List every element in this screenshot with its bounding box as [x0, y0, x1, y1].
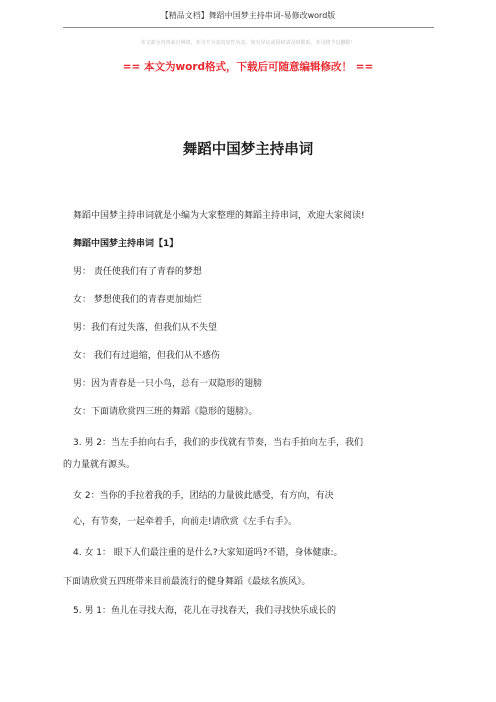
page-header-title: 【精品文档】舞蹈中国梦主持串词-易修改word版	[160, 11, 336, 20]
intro-paragraph: 舞蹈中国梦主持串词就是小编为大家整理的舞蹈主持串词，欢迎大家阅读!	[73, 211, 365, 221]
dialogue-line: 女： 我们有过退缩，但我们从不感伤	[73, 351, 220, 361]
section-heading: 舞蹈中国梦主持串词【1】	[73, 239, 179, 249]
document-title: 舞蹈中国梦主持串词	[182, 142, 314, 158]
disclaimer-text: 本文部分内容来自网络，本司不为其真实性负责，如有异议或侵权请及时联系，本司将予以删除！	[140, 40, 356, 46]
item-3-line-1: 3. 男 2：当左手拍向右手，我们的步伐就有节奏，当右手拍向左手，我们	[73, 438, 364, 448]
item-5-line-1: 5. 男 1：鱼儿在寻找大海，花儿在寻找春天，我们寻找快乐成长的	[73, 606, 337, 616]
item-3-line-2: 的力量就有源头。	[63, 460, 136, 470]
item-4-line-1: 4. 女 1： 眼下人们最注重的是什么?大家知道吗?不错，身体健康:。	[73, 548, 343, 558]
word-format-notice: == 本文为word格式，下载后可随意编辑修改！ ==	[122, 61, 374, 73]
item-3-female-line-1: 女 2：当你的手拉着我的手，团结的力量彼此感受，有方向，有决	[73, 491, 334, 501]
dialogue-line: 男：我们有过失落，但我们从不失望	[73, 323, 218, 333]
dialogue-line: 女： 梦想使我们的青春更加灿烂	[73, 295, 202, 305]
dialogue-line: 女：下面请欣赏四三班的舞蹈《隐形的翅膀》。	[73, 407, 258, 417]
dialogue-line: 男： 责任使我们有了青春的梦想	[73, 267, 202, 277]
header-divider	[63, 27, 434, 28]
dialogue-line: 男：因为青春是一只小鸟，总有一双隐形的翅膀	[73, 379, 263, 389]
item-3-female-line-2: 心，有节奏，一起牵着手，向前走!请欣赏《左手右手》。	[73, 517, 298, 527]
item-4-line-2: 下面请欣赏五四班带来目前最流行的健身舞蹈《最炫名族风》。	[63, 577, 311, 587]
